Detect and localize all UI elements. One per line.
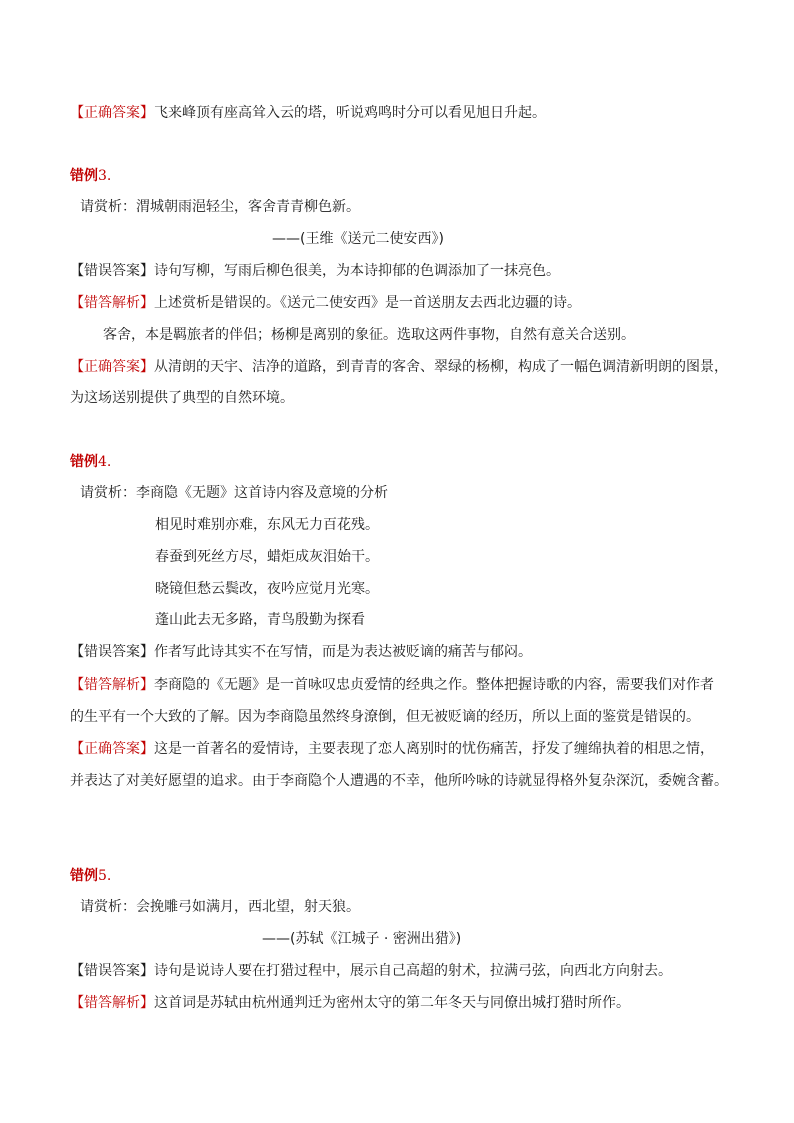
example-heading-number: 5.	[98, 868, 112, 884]
example-heading-number: 4.	[98, 454, 112, 470]
poem-line: 蓬山此去无多路，青鸟殷勤为探看	[155, 612, 365, 628]
example-heading-label: 错例	[70, 868, 98, 884]
example-5-attribution: ——(苏轼《江城子 · 密洲出猎》)	[262, 931, 462, 947]
poem-line: 相见时难别亦难，东风无力百花残。	[155, 517, 379, 533]
example-4-correct-line-1	[70, 739, 714, 759]
wrong-answer-text: 诗句写柳，写雨后柳色很美，为本诗抑郁的色调添加了一抹亮色。	[154, 263, 560, 279]
correct-answer-text: 从清朗的天宇、洁净的道路，到青青的客舍、翠绿的杨柳，构成了一幅色调清新明朗的图景，	[154, 359, 728, 375]
example-3-analysis-line	[70, 293, 581, 313]
example-4-wrong-line	[70, 642, 532, 662]
example-5-heading	[70, 866, 111, 886]
example-3-correct-line-1	[70, 357, 728, 377]
example-3-attribution: ——(王维《送元二使安西》)	[272, 231, 444, 247]
example-5-prompt: 请赏析：会挽雕弓如满月，西北望，射天狼。	[80, 899, 360, 915]
wrong-answer-text: 诗句是说诗人要在打猎过程中，展示自己高超的射术，拉满弓弦，向西北方向射去。	[154, 963, 672, 979]
example-3-wrong-line	[70, 261, 560, 281]
top-correct-line	[70, 103, 546, 123]
analysis-text: 李商隐的《无题》是一首咏叹忠贞爱情的经典之作。整体把握诗歌的内容，需要我们对作者	[154, 677, 714, 693]
example-heading-label: 错例	[70, 168, 98, 184]
example-4-analysis-line-1	[70, 675, 714, 695]
correct-answer-tag: 【正确答案】	[70, 359, 154, 375]
example-3-analysis-para: 客舍，本是羁旅者的伴侣；杨柳是离别的象征。选取这两件事物，自然有意关合送别。	[103, 327, 635, 343]
wrong-answer-tag: 【错误答案】	[70, 263, 154, 279]
example-4-heading	[70, 452, 111, 472]
analysis-text: 这首词是苏轼由杭州通判迁为密州太守的第二年冬天与同僚出城打猎时所作。	[154, 995, 630, 1011]
analysis-tag: 【错答解析】	[70, 677, 154, 693]
example-4-analysis-line-2: 的生平有一个大致的了解。因为李商隐虽然终身潦倒，但无被贬谪的经历，所以上面的鉴赏是错误的。	[70, 709, 700, 725]
wrong-answer-tag: 【错误答案】	[70, 644, 154, 660]
wrong-answer-tag: 【错误答案】	[70, 963, 154, 979]
correct-answer-text: 这是一首著名的爱情诗，主要表现了恋人离别时的忧伤痛苦，抒发了缠绵执着的相思之情，	[154, 741, 714, 757]
example-5-wrong-line	[70, 961, 672, 981]
correct-answer-tag: 【正确答案】	[70, 741, 154, 757]
example-3-correct-line-2: 为这场送别提供了典型的自然环境。	[70, 390, 294, 406]
wrong-answer-text: 作者写此诗其实不在写情，而是为表达被贬谪的痛苦与郁闷。	[154, 644, 532, 660]
correct-answer-tag: 【正确答案】	[70, 105, 154, 121]
example-4-prompt: 请赏析：李商隐《无题》这首诗内容及意境的分析	[80, 485, 388, 501]
analysis-tag: 【错答解析】	[70, 295, 154, 311]
example-4-correct-line-2: 并表达了对美好愿望的追求。由于李商隐个人遭遇的不幸，他所吟咏的诗就显得格外复杂深沉，委婉含蓄。	[70, 773, 728, 789]
example-heading-number: 3.	[98, 168, 112, 184]
correct-answer-text: 飞来峰顶有座高耸入云的塔，听说鸡鸣时分可以看见旭日升起。	[154, 105, 546, 121]
poem-line: 晓镜但愁云鬓改，夜吟应觉月光寒。	[155, 581, 379, 597]
example-3-heading	[70, 166, 111, 186]
example-5-analysis-line	[70, 993, 630, 1013]
poem-line: 春蚕到死丝方尽，蜡炬成灰泪始干。	[155, 549, 379, 565]
analysis-tag: 【错答解析】	[70, 995, 154, 1011]
example-3-prompt: 请赏析：渭城朝雨浥轻尘，客舍青青柳色新。	[80, 199, 360, 215]
example-heading-label: 错例	[70, 454, 98, 470]
analysis-text: 上述赏析是错误的。《送元二使安西》是一首送朋友去西北边疆的诗。	[154, 295, 581, 311]
